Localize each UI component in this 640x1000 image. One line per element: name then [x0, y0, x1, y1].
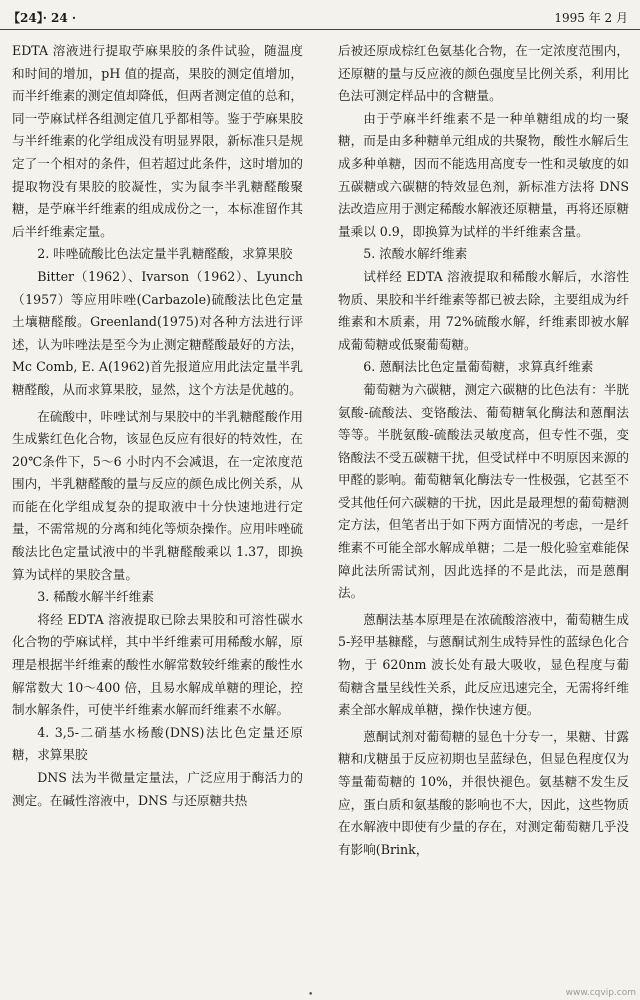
left-column — [12, 40, 303, 988]
footer-mark: • — [308, 990, 314, 1000]
right-column — [338, 40, 629, 988]
header-rule — [0, 29, 640, 30]
paragraph: 蒽酮法基本原理是在浓硫酸溶液中，葡萄糖生成 5-羟甲基糠醛，与蒽酮试剂生成特异性的蓝绿色化合物，于 620nm 波长处有最大吸收，显色程度与葡萄糖含量呈线性关系，此反应迅速完全，无需将纤维素全部水解成单糖，操作快速方便。 — [338, 611, 629, 718]
paragraph: 在硫酸中，咔唑试剂与果胶中的半乳糖醛酸作用生成紫红色化合物，该显色反应有很好的特效性，在 20℃条件下，5～6 小时内不会减退，在一定浓度范围内，半乳糖醛酸的量与反应的颜色成比例关系，从而能在化学组成复杂的提取液中十分快速地进行定量，不需常规的分离和纯化等烦杂操作。应用咔唑硫酸法比色定量试液中的半乳糖醛酸乘以 1.37，即换算为试样的果胶含量。 — [12, 408, 303, 582]
section-heading: 4. 3,5-二硝基水杨酸(DNS)法比色定量还原糖，求算果胶 — [12, 724, 303, 763]
section-heading: 5. 浓酸水解纤维素 — [363, 246, 468, 262]
paragraph: 将经 EDTA 溶液提取已除去果胶和可溶性碳水化合物的苧麻试样，其中半纤维素可用稀酸水解，原理是根据半纤维素的酸性水解常数较纤维素的酸性水解常数大 10～400 倍，且易水解成单糖的理论，控制水解条件，可使半纤维素水解而纤维素不水解。 — [12, 611, 303, 718]
section-heading: 2. 咔唑硫酸比色法定量半乳糖醛酸，求算果胶 — [37, 246, 293, 262]
paragraph: Bitter（1962）、Ivarson（1962）、Lyunch（1957）等应用咔唑(Carbazole)硫酸法比色定量土壤糖醛酸。Greenland(1975)对各种方法进行评述，认为咔唑法是至今为止测定糖醛酸最好的方法，Mc Comb, E. A(1962)首先报道应用此法定量半乳糖醛酸，从而求算果胶，显然，这个方法是优越的。 — [12, 268, 303, 397]
watermark: www.cqvip.com — [565, 988, 636, 998]
paragraph: 后被还原成棕红色氨基化合物，在一定浓度范围内，还原糖的量与反应液的颜色强度呈比例关系，利用比色法可测定样品中的含糖量。 — [338, 43, 629, 104]
paragraph: EDTA 溶液进行提取苧麻果胶的条件试验，随温度和时间的增加，pH 值的提高，果胶的测定值增加，而半纤维素的测定值却降低，但两者测定值的总和，同一苧麻试样各组测定值几乎都相等。鉴于苧麻果胶与半纤维素的化学组成没有明显界限，新标准只是规定了一个相对的条件，但若超过此条件，这时增加的提取物没有果胶的胶凝性，实为鼠李半乳糖醛酸聚糖，是苧麻半纤维素的组成成份之一，本标准留作其后半纤维素定量。 — [12, 43, 303, 239]
paragraph: 试样经 EDTA 溶液提取和稀酸水解后，水溶性物质、果胶和半纤维素等都已被去除，主要组成为纤维素和木质素，用 72%硫酸水解，纤维素即被水解成葡萄糖或低聚葡萄糖。 — [338, 268, 629, 352]
paragraph: DNS 法为半微量定量法，广泛应用于酶活力的测定。在碱性溶液中，DNS 与还原糖共热 — [12, 770, 303, 808]
section-heading: 3. 稀酸水解半纤维素 — [37, 589, 154, 605]
section-heading: 6. 蒽酮法比色定量葡萄糖，求算真纤维素 — [363, 359, 594, 375]
paragraph: 由于苧麻半纤维素不是一种单糖组成的均一聚糖，而是由多种糖单元组成的共聚物，酸性水解后生成多种单糖，因而不能选用高度专一性和灵敏度的如五碳糖或六碳糖的特效显色剂，新标准方法将 DNS 法改造应用于测定稀酸水解液还原糖量，再将还原糖量乘以 0.9，即换算为试样的半纤维素含量。 — [338, 110, 629, 239]
paragraph: 蒽酮试剂对葡萄糖的显色十分专一，果糖、甘露糖和戊糖虽于反应初期也呈蓝绿色，但显色程度仅为等量葡萄糖的 10%，并很快褪色。氨基糖不发生反应，蛋白质和氨基酸的影响也不大，因此，这些物质在水解液中即使有少量的存在，对测定葡萄糖几乎没有影响(Brink， — [338, 728, 629, 857]
issue-date: 1995 年 2 月 — [554, 11, 628, 25]
paragraph: 葡萄糖为六碳糖，测定六碳糖的比色法有：半胱氨酸-硫酸法、变铬酸法、葡萄糖氧化酶法和蒽酮法等等。半胱氨酸-硫酸法灵敏度高，但专性不强，变铬酸法不受五碳糖干扰，但受试样中不明原因来源的甲醛的影响。葡萄糖氧化酶法专一性极强，它甚至不受其他任何六碳糖的干扰，因此是最理想的葡萄糖测定方法，但笔者出于如下两方面情况的考虑，一是纤维素不可能全部水解成单糖；二是一般化验室难能保障此法所需试剂，因此选择的不是此法，而是蒽酮法。 — [338, 381, 629, 601]
page-number: 【24】· 24 · — [8, 11, 77, 25]
